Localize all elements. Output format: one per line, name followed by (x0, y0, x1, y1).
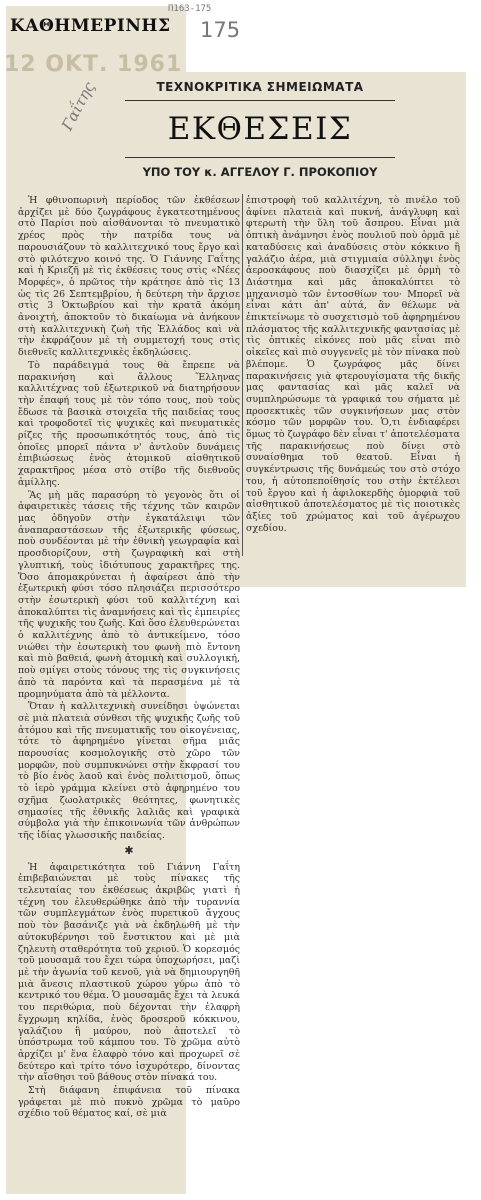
archive-number: 175 (200, 18, 241, 42)
paragraph: Ἡ ἀφαιρετικότητα τοῦ Γιάννη Γαΐτη ἐπιβεβαιώνεται μὲ τοὺς πίνακες τῆς τελευταίας του ἐκθέσεως ἀκριβῶς γιατὶ ἡ τέχνη του ἐλευθερώθηκε ἀπὸ τὴν τυραννία τῶν συμπλεγμάτων ἑνὸς πυρετικοῦ ἄγχους ποὺ τὸν βασάνιζε γιὰ νὰ ἐκδηλωθῆ μὲ τὴν αὐτοκυβέρνησι τοῦ ἔνστικτου καὶ μὲ μιὰ ζηλευτὴ σταθερότητα τοῦ χεριοῦ. Ὁ κορεσμός τοῦ μουσαμᾶ του ἔχει τώρα ὑποχωρήσει, μαζὶ μὲ τὴν ἀγωνία τοῦ κενοῦ, γιὰ νὰ δημιουργηθῆ μιὰ ἄνεσις πλαστικοῦ χώρου γύρω ἀπὸ τὸ κεντρικό του θέμα. Ὁ μουσαμᾶς ἔχει τὰ λευκά του περιθώρια, ποὺ δέχονται τὴν ἐλαφρὴ ἔγχρωμη κηλίδα, ἑνὸς δροσεροῦ κόκκινου, γαλάζιου ἢ μαύρου, ποὺ ἀποτελεῖ τὸ ὑπόστρωμα τοῦ κάμπου του. Τὸ χρῶμα αὐτὸ ἀρχίζει μ' ἕνα ἐλαφρὸ τόνο καὶ προχωρεῖ σὲ δεύτερο καὶ τρίτο τόνο ἰσχυρότερο, δίνοντας τὴν αἴσθησι τοῦ βάθους στὸν πίνακά του. (18, 861, 240, 1084)
header-rule-top (125, 100, 395, 101)
article-column-right (246, 195, 460, 555)
paragraph: Στὴ διάφανη ἐπιφάνεια τοῦ πίνακα γράφεται μὲ πιὸ πυκνὸ χρῶμα τὸ μαῦρο σχέδιο τοῦ θέματος καί, σὲ μιὰ (18, 1085, 240, 1120)
paragraph: Ὅταν ἡ καλλιτεχνικὴ συνείδησι ὑψώνεται σὲ μιὰ πλατειὰ σύνθεσι τῆς ψυχικῆς ζωῆς τοῦ ἀτόμου καὶ τῆς πνευματικῆς του οἰκογένειας, τότε τὸ ἀφηρημένο γίνεται σῆμα μιᾶς παρουσίας κοσμολογικῆς στὸ χῶρο τῶν μορφῶν, ποὺ συμπυκνώνει στὴν ἔκφρασί του τὸ βίο ἑνὸς λαοῦ καὶ ἑνὸς πολιτισμοῦ, ὅπως τὸ ἱερὸ γράμμα κλείνει στὸ ἀφηρημένο του σχῆμα ζωολατρικὲς θεότητες, φωνητικὲς σημασίες τῆς ἐθνικῆς λαλιᾶς καὶ γραφικὰ σύμβολα γιὰ τὴν ἐπικοινωνία τῶν ἀνθρώπων τῆς ἰδίας γλωσσικῆς παιδείας. (18, 701, 240, 841)
series-title: ΤΕΧΝΟΚΡΙΤΙΚΑ ΣΗΜΕΙΩΜΑΤΑ (156, 80, 364, 94)
archive-mark: Π163-175 (168, 4, 212, 14)
column-divider (242, 194, 243, 556)
paragraph: Ἡ φθινοπωρινὴ περίοδος τῶν ἐκθέσεων ἀρχίζει μὲ δύο ζωγράφους ἐγκατεστημένους στὸ Παρίσι ποὺ αἰσθάνονται τὸ πνευματικὸ χρέος πρὸς τὴν πατρίδα τους νὰ παρουσιάζουν τὸ καλλιτεχνικό τους ἔργο καὶ στὸ φιλότεχνο κοινό της. Ὁ Γιάννης Γαΐτης καὶ ἡ Κριεζῆ μὲ τὶς ἐκθέσεις τους στὶς «Νέες Μορφές», ὁ πρῶτος τὴν κράτησε ἀπὸ τὶς 13 ὡς τὶς 26 Σεπτεμβρίου, ἡ δεύτερη τὴν ἄρχισε στὶς 3 Ὀκτωβρίου καὶ τὴν κρατᾶ ἀκόμη ἀνοιχτή, ἀποκτοῦν τὸ δικαίωμα νὰ ἀνήκουν στὴ καλλιτεχνικὴ ζωὴ τῆς Ἑλλάδος καὶ νὰ τὴν ἐκφράζουν μὲ τὴ συμμετοχή τους στὶς διεθνεῖς καλλιτεχνικὲς ἐκδηλώσεις. (18, 195, 240, 359)
handwritten-note: Γαΐτης (58, 78, 99, 134)
article-column-left (18, 195, 240, 1185)
newspaper-masthead: ΚΑΘΗΜΕΡΙΝΗΣ (10, 16, 171, 36)
date-stamp: 12 ΟΚΤ. 1961 (4, 52, 183, 77)
article-title: ΕΚΘΕΣΕΙΣ (167, 111, 353, 147)
header-rule-bottom (125, 157, 395, 158)
article-byline: ΥΠΟ ΤΟΥ κ. ΑΓΓΕΛΟΥ Γ. ΠΡΟΚΟΠΙΟΥ (142, 165, 378, 179)
paragraph: Ἂς μὴ μᾶς παρασύρη τὸ γεγονὸς ὅτι οἱ ἀφαιρετικὲς τάσεις τῆς τέχνης τῶν καιρῶν μας ὁδηγοῦν στὴν ἐγκατάλειψι τῶν ἀναπαραστάσεων τῆς ἐξωτερικῆς φύσεως, ποὺ συνδέονται μὲ τὴν ἐθνικὴ γεωγραφία καὶ προσδιορίζουν, στὴ ζωγραφικὴ καὶ στὴ γλυπτική, τοὺς ἰδιότυπους χαρακτῆρες της. Ὅσο ἀπομακρύνεται ἡ ἀφαίρεσι ἀπὸ τὴν ἐξωτερικὴ φύσι τόσο πλησιάζει περισσότερο στὴν ἐσωτερικὴ φύσι τοῦ καλλιτέχνη καὶ ἀποκαλύπτει τὶς ἀναμνήσεις καὶ τὶς ἐμπειρίες τῆς ψυχικῆς του ζωῆς. Καὶ ὅσο ἐλευθερώνεται ὁ καλλιτέχνης ἀπὸ τὸ ἀντικείμενο, τόσο νιώθει τὴν ἐσωτερικὴ του φωνὴ πιὸ ἔντονη καὶ πιὸ βαθειά, φωνὴ ἀτομικὴ καὶ συλλογική, ποὺ σμίγει στοὺς τόνους της τὶς συγκινήσεις ἀπὸ τὰ παρόντα καὶ τὰ περασμένα μὲ τὰ προμηνύματα ἀπὸ τὰ μέλλοντα. (18, 489, 240, 700)
paragraph: Τὸ παράδειγμά τους θὰ ἔπρεπε νὰ παρακινήση καὶ ἄλλους Ἕλληνας καλλιτέχνας τοῦ ἐξωτερικοῦ νὰ διατηρήσουν τὴν ἐπαφή τους μὲ τὸν τόπο τους, ποὺ τοὺς ἔδωσε τὰ βασικὰ στοιχεῖα τῆς παιδείας τους καὶ τροφοδοτεῖ τὶς ψυχικὲς καὶ πνευματικὲς ρίζες τῆς προσωπικότητός τους, ἀπὸ τὶς ὁποῖες μπορεῖ πάντα ν' ἀντλοῦν δυνάμεις ἐπιβιώσεως ἑνὸς ἀτομικοῦ αἰσθητικοῦ χαρακτῆρος μέσα στὸ στίβο τῆς διεθνοῦς ἁμίλλης. (18, 359, 240, 488)
section-separator: ✱ (124, 843, 134, 857)
paragraph: ἐπιστροφὴ τοῦ καλλιτέχνη, τὸ πινέλο τοῦ ἀφίνει πλατειὰ καὶ πυκνή, ἀνάγλυφη καὶ φτερωτὴ τὴν ὕλη τοῦ ἄσπρου. Εἶναι μιὰ ὀπτικὴ ἀνάμνησι ἑνὸς πουλιοῦ ποὺ ὁρμᾶ μὲ καταδύσεις καὶ ἀναδύσεις στὸν κόκκινο ἢ γαλάζιο ἀέρα, μιὰ στιγμιαία σύλληψι ἑνὸς ἀεροσκάφους ποὺ διασχίζει μὲ ὁρμὴ τὸ Διάστημα καὶ μᾶς ἀποκαλύπτει τὸ μηχανισμὸ τῶν ἐντοσθίων του· Μπορεῖ νὰ εἶναι κάτι ἀπ' αὐτά, ἂν θέλωμε νὰ ἐπικτείνωμε τὸ συσχετισμὸ τοῦ ἀφηρημένου πλάσματος τῆς καλλιτεχνικῆς φαντασίας μὲ τὶς ὀπτικὲς εἰκόνες ποὺ μᾶς εἶναι πιὸ οἰκεῖες καὶ πιὸ συγγενεῖς μὲ τὸν πίνακα ποὺ βλέπομε. Ὁ ζωγράφος μᾶς δίνει παρακινήσεις γιὰ φτερουγίσματα τῆς δικῆς μας φαντασίας καὶ μᾶς καλεῖ νὰ συμπληρώσωμε τὰ γραφικά του σήματα μὲ προσεκτικὲς τῶν συγκινήσεων μας στὸν κόσμο τῶν μορφῶν του. Ὁ,τι ἐνδιαφέρει ὅμως τὸ ζωγράφο δὲν εἶναι τ' ἀποτελέσματα τῆς παρακινήσεως ποὺ δίνει στὸ συναίσθημα τοῦ θεατοῦ. Εἶναι ἡ συγκέντρωσις τῆς δυνάμεώς του στὸ στόχο του, ἡ αὐτοπεποίθησίς του στὴν ἐκτέλεσι τοῦ ἔργου καὶ ἡ ἀφιλοκερδὴς ὁμορφιὰ τοῦ αἰσθητικοῦ ἀποτελέσματος μὲ τὶς ποιοτικὲς ἀξίες τοῦ χρώματος καὶ τοῦ ἀγέρωχου σχεδίου. (246, 195, 460, 534)
